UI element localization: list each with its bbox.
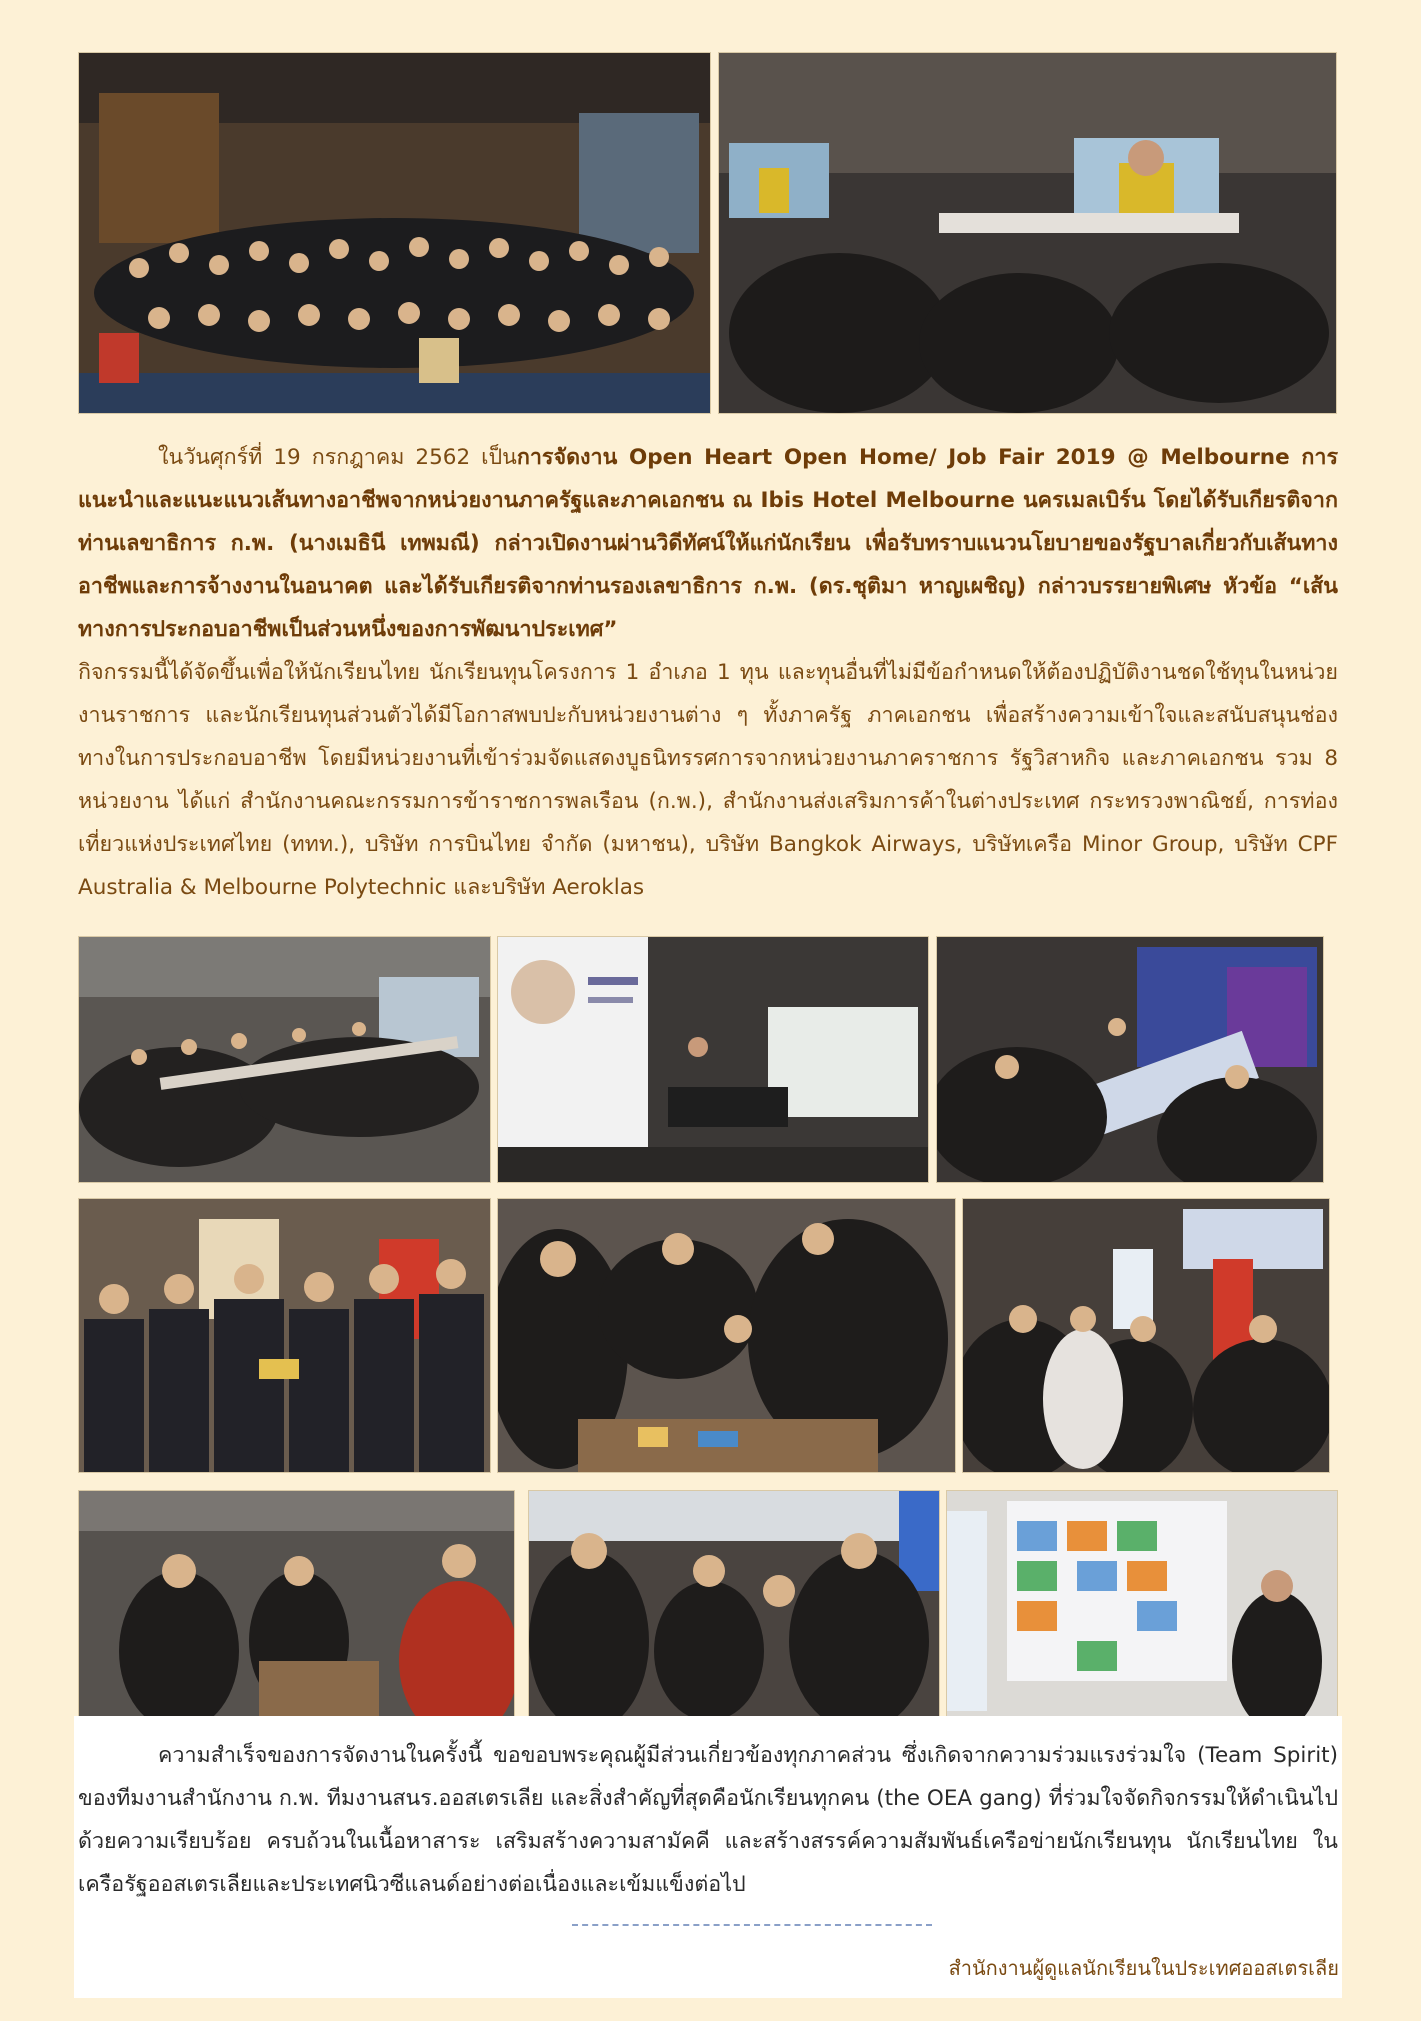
intro-lead: ในวันศุกร์ที่ 19 กรกฎาคม 2562 เป็น [158,445,517,470]
signature: สำนักงานผู้ดูแลนักเรียนในประเทศออสเตรเลีย [948,1956,1339,1980]
closing-paragraph [78,1734,1338,1906]
closing-text: ความสำเร็จของการจัดงานในครั้งนี้ ขอขอบพระคุณผู้มีส่วนเกี่ยวข้องทุกภาคส่วน ซึ่งเกิดจากความร่วมแรงร่วมใจ (Team Spirit) ของทีมงานสำนักงาน ก.พ. ทีมงานสนร.ออสเตรเลีย และสิ่งสำคัญที่สุดคือนักเรียนทุกคน (the OEA gang) ที่ร่วมใจจัดกิจกรรมให้ดำเนินไปด้วยความเรียบร้อย ครบถ้วนในเนื้อหาสาระ เสริมสร้างความสามัคคี และสร้างสรรค์ความสัมพันธ์เครือข่ายนักเรียนทุน นักเรียนไทย ในเครือรัฐออสเตรเลียและประเทศนิวซีแลนด์อย่างต่อเนื่องและเข้มแข็งต่อไป [78,1743,1338,1897]
dashed-divider [572,1924,932,1926]
booth-conversation [78,1490,515,1718]
booth-crowd [936,936,1324,1183]
student-consultation [528,1490,940,1718]
intro-headline: การจัดงาน Open Heart Open Home/ Job Fair 2019 @ Melbourne การแนะนำและแนะแนวเส้นทางอาชีพจากหน่วยงานภาครัฐและภาคเอกชน ณ Ibis Hotel Melbourne นครเมลเบิร์น โดยได้รับเกียรติจากท่านเลขาธิการ ก.พ. (นางเมธินี เทพมณี) กล่าวเปิดงานผ่านวิดีทัศน์ให้แก่นักเรียน เพื่อรับทราบแนวนโยบายของรัฐบาลเกี่ยวกับเส้นทางอาชีพและการจ้างงานในอนาคต และได้รับเกียรติจากท่านรองเลขาธิการ ก.พ. (ดร.ชุติมา หาญเผชิญ) กล่าวบรรยายพิเศษ หัวข้อ “เส้นทางการประกอบอาชีพเป็นส่วนหนึ่งของการพัฒนาประเทศ” [78,445,1338,642]
booth-staff-group [78,1198,491,1473]
speaker-presentation [497,936,929,1183]
poster-board [946,1490,1338,1718]
seminar-audience [78,936,491,1183]
intro-body: กิจกรรมนี้ได้จัดขึ้นเพื่อให้นักเรียนไทย นักเรียนทุนโครงการ 1 อำเภอ 1 ทุน และทุนอื่นที่ไม่มีข้อกำหนดให้ต้องปฏิบัติงานชดใช้ทุนในหน่วยงานราชการ และนักเรียนทุนส่วนตัวได้มีโอกาสพบปะกับหน่วยงานต่าง ๆ ทั้งภาครัฐ ภาคเอกชน เพื่อสร้างความเข้าใจและสนับสนุนช่องทางในการประกอบอาชีพ โดยมีหน่วยงานที่เข้าร่วมจัดแสดงบูธนิทรรศการจากหน่วยงานภาคราชการ รัฐวิสาหกิจ และภาคเอกชน รวม 8 หน่วยงาน ได้แก่ สำนักงานคณะกรรมการข้าราชการพลเรือน (ก.พ.), สำนักงานส่งเสริมการค้าในต่างประเทศ กระทรวงพาณิชย์, การท่องเที่ยวแห่งประเทศไทย (ททท.), บริษัท การบินไทย จำกัด (มหาชน), บริษัท Bangkok Airways, บริษัทเครือ Minor Group, บริษัท CPF Australia & Melbourne Polytechnic และบริษัท Aeroklas [78,660,1338,900]
brochure-table [497,1198,956,1473]
booth-visitors [962,1198,1330,1473]
video-address [718,52,1337,414]
group-photo [78,52,711,414]
intro-paragraph [78,436,1338,909]
